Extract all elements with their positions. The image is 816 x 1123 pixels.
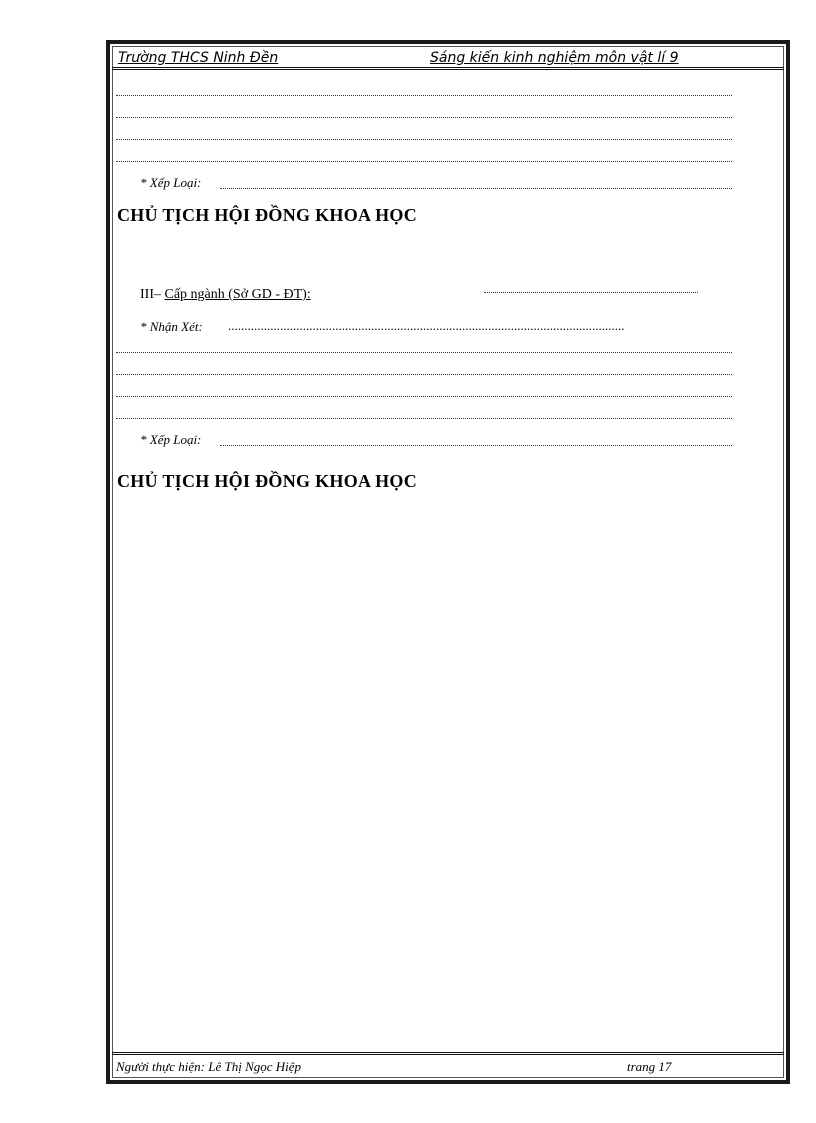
header-subject: Sáng kiến kinh nghiệm môn vật lí 9	[430, 50, 679, 66]
rating-dots	[220, 445, 732, 446]
dotted-line	[116, 139, 732, 140]
comment-label: * Nhận Xét:	[140, 319, 203, 334]
section-numeral: III–	[140, 287, 161, 302]
rating-dots	[220, 188, 732, 189]
comment-dots: ..........................................................................................................................	[228, 318, 625, 333]
section-dots	[484, 292, 698, 293]
chairman-title: CHỦ TỊCH HỘI ĐỒNG KHOA HỌC	[117, 205, 418, 225]
footer-page-number: trang 17	[627, 1059, 672, 1074]
dotted-line	[116, 396, 732, 397]
rating-label: * Xếp Loại:	[140, 175, 202, 190]
dotted-line	[116, 418, 732, 419]
section-title: Cấp ngành (Sở GD - ĐT):	[164, 287, 311, 302]
footer-rule	[112, 1052, 784, 1055]
dotted-line	[116, 117, 732, 118]
dotted-line	[116, 161, 732, 162]
dotted-line	[116, 374, 732, 375]
section-heading	[140, 287, 311, 303]
chairman-title: CHỦ TỊCH HỘI ĐỒNG KHOA HỌC	[117, 471, 418, 491]
dotted-line	[116, 352, 732, 353]
page-border-inner	[112, 46, 784, 1078]
dotted-line	[116, 95, 732, 96]
rating-label: * Xếp Loại:	[140, 432, 202, 447]
header-rule	[112, 67, 784, 70]
footer-author: Người thực hiện: Lê Thị Ngọc Hiệp	[116, 1059, 302, 1074]
header-school: Trường THCS Ninh Đền	[118, 50, 279, 66]
